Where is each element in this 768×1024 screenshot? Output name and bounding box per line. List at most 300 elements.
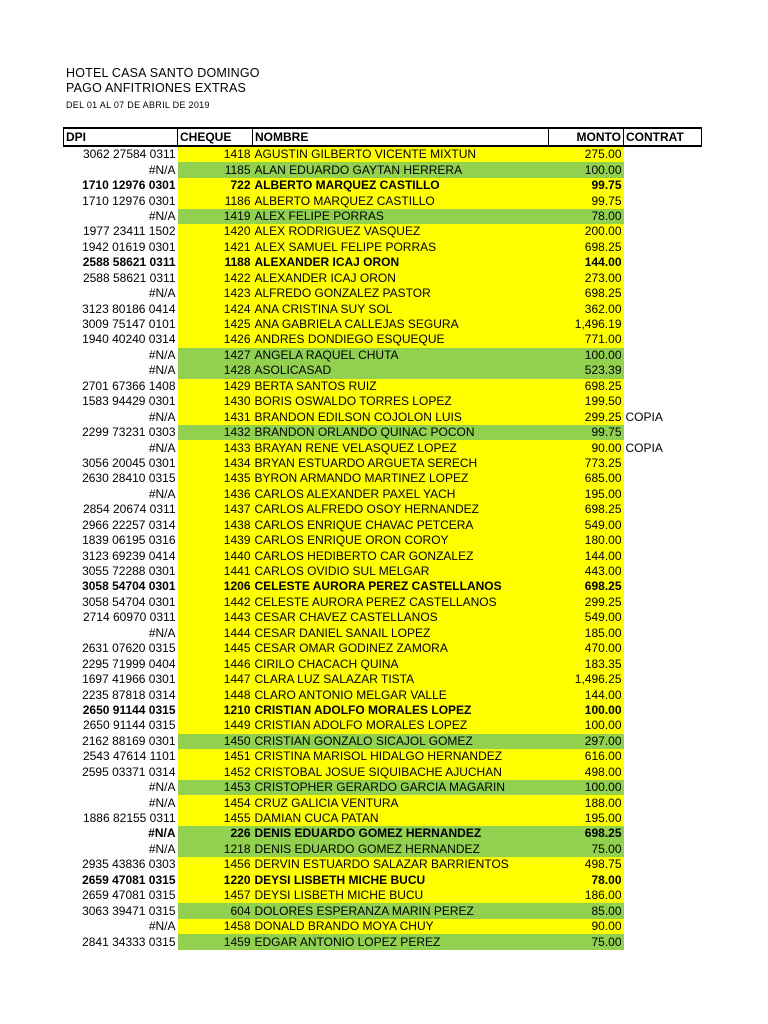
cell-dpi: 2935 43836 0303 xyxy=(82,857,176,872)
cell-monto: 144.00 xyxy=(549,255,624,270)
cell-dpi: 2650 91144 0315 xyxy=(82,718,176,733)
cell-dpi: 3123 69239 0414 xyxy=(82,548,176,563)
table-row xyxy=(64,795,702,810)
cell-cheque: 1437 xyxy=(178,502,253,517)
cell-nombre: ALEXANDER ICAJ ORON xyxy=(253,255,549,270)
cell-cheque: 1188 xyxy=(178,255,253,270)
cell-contrato xyxy=(624,780,702,795)
cell-cheque: 1441 xyxy=(178,564,253,579)
cell-monto: 188.00 xyxy=(549,795,624,810)
cell-contrato xyxy=(624,255,702,270)
table-row xyxy=(64,240,702,255)
cell-monto: 273.00 xyxy=(549,271,624,286)
cell-dpi: #N/A xyxy=(148,363,176,378)
table-row xyxy=(64,363,702,378)
cell-dpi: #N/A xyxy=(148,625,176,640)
cell-monto: 685.00 xyxy=(549,471,624,486)
cell-dpi: 2841 34333 0315 xyxy=(82,934,176,949)
table-row xyxy=(64,301,702,316)
column-header-cheque: CHEQUE xyxy=(178,128,253,146)
cell-contrato xyxy=(624,271,702,286)
cell-dpi: 1942 01619 0301 xyxy=(82,239,176,254)
cell-dpi: 2630 28410 0315 xyxy=(82,471,176,486)
cell-nombre: ALEXANDER ICAJ ORON xyxy=(253,271,549,286)
cell-dpi: 2235 87818 0314 xyxy=(82,687,176,702)
cell-dpi: 3055 72288 0301 xyxy=(82,564,176,579)
cell-monto: 498.75 xyxy=(549,857,624,872)
cell-dpi: 2659 47081 0315 xyxy=(82,872,176,887)
cell-monto: 698.25 xyxy=(549,826,624,841)
cell-contrato xyxy=(624,718,702,733)
cell-nombre: DAMIAN CUCA PATAN xyxy=(253,811,549,826)
cell-monto: 144.00 xyxy=(549,548,624,563)
cell-dpi: #N/A xyxy=(148,841,176,856)
table-row xyxy=(64,842,702,857)
table-header-row xyxy=(64,128,702,146)
table-row xyxy=(64,811,702,826)
cell-dpi: 3058 54704 0301 xyxy=(82,579,176,594)
cell-dpi: 1583 94429 0301 xyxy=(82,394,176,409)
table-row xyxy=(64,610,702,625)
cell-cheque: 1425 xyxy=(178,317,253,332)
cell-nombre: ALAN EDUARDO GAYTAN HERRERA xyxy=(253,162,549,177)
cell-contrato xyxy=(624,595,702,610)
cell-contrato xyxy=(624,548,702,563)
cell-contrato xyxy=(624,903,702,918)
cell-monto: 78.00 xyxy=(549,873,624,888)
cell-cheque: 1457 xyxy=(178,888,253,903)
cell-nombre: CRISTIAN ADOLFO MORALES LOPEZ xyxy=(253,703,549,718)
table-row xyxy=(64,857,702,872)
cell-contrato xyxy=(624,579,702,594)
cell-cheque: 1452 xyxy=(178,765,253,780)
table-row xyxy=(64,656,702,671)
cell-dpi: 2659 47081 0315 xyxy=(82,888,176,903)
table-row xyxy=(64,502,702,517)
cell-cheque: 1426 xyxy=(178,332,253,347)
cell-dpi: 1839 06195 0316 xyxy=(82,533,176,548)
cell-cheque: 1434 xyxy=(178,456,253,471)
cell-monto: 771.00 xyxy=(549,332,624,347)
cell-cheque: 1186 xyxy=(178,193,253,208)
table-row xyxy=(64,178,702,193)
table-row xyxy=(64,703,702,718)
cell-monto: 299.25 xyxy=(549,595,624,610)
table-row xyxy=(64,641,702,656)
cell-contrato xyxy=(624,873,702,888)
table-row xyxy=(64,332,702,347)
cell-monto: 90.00 xyxy=(549,919,624,934)
cell-nombre: ANA CRISTINA SUY SOL xyxy=(253,301,549,316)
table-row xyxy=(64,718,702,733)
cell-cheque: 1423 xyxy=(178,286,253,301)
cell-contrato xyxy=(624,425,702,440)
cell-cheque: 1458 xyxy=(178,919,253,934)
cell-cheque: 1447 xyxy=(178,672,253,687)
cell-contrato xyxy=(624,162,702,177)
table-row xyxy=(64,440,702,455)
cell-monto: 200.00 xyxy=(549,224,624,239)
cell-contrato xyxy=(624,687,702,702)
cell-nombre: DENIS EDUARDO GOMEZ HERNANDEZ xyxy=(253,826,549,841)
table-row xyxy=(64,162,702,177)
cell-cheque: 1424 xyxy=(178,301,253,316)
cell-cheque: 1451 xyxy=(178,749,253,764)
cell-contrato xyxy=(624,209,702,224)
cell-cheque: 1438 xyxy=(178,518,253,533)
cell-nombre: BORIS OSWALDO TORRES LOPEZ xyxy=(253,394,549,409)
report-title: HOTEL CASA SANTO DOMINGO xyxy=(66,66,260,80)
cell-contrato xyxy=(624,286,702,301)
cell-nombre: ALEX SAMUEL FELIPE PORRAS xyxy=(253,240,549,255)
cell-dpi: #N/A xyxy=(148,162,176,177)
cell-cheque: 1429 xyxy=(178,379,253,394)
cell-nombre: DONALD BRANDO MOYA CHUY xyxy=(253,919,549,934)
cell-cheque: 1449 xyxy=(178,718,253,733)
cell-contrato xyxy=(624,795,702,810)
cell-monto: 75.00 xyxy=(549,934,624,949)
cell-monto: 297.00 xyxy=(549,734,624,749)
cell-cheque: 1419 xyxy=(178,209,253,224)
cell-dpi: 2588 58621 0311 xyxy=(82,270,176,285)
cell-contrato xyxy=(624,811,702,826)
table-row xyxy=(64,919,702,934)
cell-nombre: CIRILO CHACACH QUINA xyxy=(253,656,549,671)
cell-contrato: COPIA xyxy=(625,440,663,455)
table-row xyxy=(64,471,702,486)
cell-contrato xyxy=(624,317,702,332)
cell-contrato xyxy=(624,533,702,548)
cell-monto: 195.00 xyxy=(549,487,624,502)
table-row xyxy=(64,487,702,502)
table-row xyxy=(64,595,702,610)
cell-contrato xyxy=(624,564,702,579)
cell-cheque: 1450 xyxy=(178,734,253,749)
cell-contrato xyxy=(624,703,702,718)
cell-contrato xyxy=(624,888,702,903)
cell-monto: 498.00 xyxy=(549,765,624,780)
table-row xyxy=(64,687,702,702)
cell-monto: 549.00 xyxy=(549,518,624,533)
cell-dpi: #N/A xyxy=(148,347,176,362)
cell-cheque: 1448 xyxy=(178,687,253,702)
cell-dpi: #N/A xyxy=(148,486,176,501)
cell-monto: 78.00 xyxy=(549,209,624,224)
table-row xyxy=(64,873,702,888)
cell-monto: 99.75 xyxy=(549,193,624,208)
table-row xyxy=(64,888,702,903)
cell-dpi: #N/A xyxy=(148,780,176,795)
cell-nombre: CESAR DANIEL SANAIL LOPEZ xyxy=(253,626,549,641)
cell-nombre: BRYAN ESTUARDO ARGUETA SERECH xyxy=(253,456,549,471)
cell-cheque: 1456 xyxy=(178,857,253,872)
cell-dpi: #N/A xyxy=(148,919,176,934)
cell-monto: 698.25 xyxy=(549,379,624,394)
cell-monto: 698.25 xyxy=(549,502,624,517)
cell-monto: 183.35 xyxy=(549,656,624,671)
cell-nombre: BERTA SANTOS RUIZ xyxy=(253,379,549,394)
cell-cheque: 1431 xyxy=(178,409,253,424)
cell-cheque: 1430 xyxy=(178,394,253,409)
cell-contrato xyxy=(624,749,702,764)
cell-nombre: ANGELA RAQUEL CHUTA xyxy=(253,348,549,363)
cell-cheque: 604 xyxy=(178,903,253,918)
table-row xyxy=(64,934,702,949)
cell-contrato xyxy=(624,332,702,347)
cell-contrato xyxy=(624,193,702,208)
cell-nombre: CELESTE AURORA PEREZ CASTELLANOS xyxy=(253,595,549,610)
cell-monto: 195.00 xyxy=(549,811,624,826)
cell-monto: 275.00 xyxy=(549,146,624,162)
report-subtitle: PAGO ANFITRIONES EXTRAS xyxy=(66,81,247,95)
cell-nombre: BRAYAN RENE VELASQUEZ LOPEZ xyxy=(253,440,549,455)
table-row xyxy=(64,271,702,286)
cell-nombre: CRISTINA MARISOL HIDALGO HERNANDEZ xyxy=(253,749,549,764)
cell-dpi: 3058 54704 0301 xyxy=(82,594,176,609)
column-header-contrato: CONTRAT xyxy=(624,128,702,146)
cell-monto: 443.00 xyxy=(549,564,624,579)
cell-dpi: 2543 47614 1101 xyxy=(82,749,176,764)
cell-contrato xyxy=(624,919,702,934)
cell-nombre: ALFREDO GONZALEZ PASTOR xyxy=(253,286,549,301)
cell-contrato xyxy=(624,502,702,517)
cell-cheque: 1427 xyxy=(178,348,253,363)
cell-contrato xyxy=(624,471,702,486)
cell-nombre: BYRON ARMANDO MARTINEZ LOPEZ xyxy=(253,471,549,486)
cell-dpi: #N/A xyxy=(148,826,176,841)
cell-cheque: 1206 xyxy=(178,579,253,594)
cell-dpi: #N/A xyxy=(148,795,176,810)
cell-monto: 186.00 xyxy=(549,888,624,903)
cell-contrato xyxy=(624,672,702,687)
column-header-monto: MONTO xyxy=(549,128,624,146)
cell-dpi: 1710 12976 0301 xyxy=(82,178,176,193)
table-row xyxy=(64,903,702,918)
cell-nombre: CLARO ANTONIO MELGAR VALLE xyxy=(253,687,549,702)
cell-contrato xyxy=(624,456,702,471)
cell-nombre: BRANDON ORLANDO QUINAC POCON xyxy=(253,425,549,440)
cell-cheque: 1210 xyxy=(178,703,253,718)
payments-table xyxy=(63,127,702,950)
table-row xyxy=(64,780,702,795)
cell-dpi: #N/A xyxy=(148,208,176,223)
cell-monto: 773.25 xyxy=(549,456,624,471)
cell-cheque: 226 xyxy=(178,826,253,841)
table-row xyxy=(64,548,702,563)
table-row xyxy=(64,348,702,363)
cell-nombre: CARLOS ALFREDO OSOY HERNANDEZ xyxy=(253,502,549,517)
cell-contrato xyxy=(624,734,702,749)
cell-nombre: ALBERTO MARQUEZ CASTILLO xyxy=(253,178,549,193)
cell-dpi: 2595 03371 0314 xyxy=(82,764,176,779)
cell-nombre: CARLOS ENRIQUE ORON COROY xyxy=(253,533,549,548)
cell-dpi: 3056 20045 0301 xyxy=(82,455,176,470)
cell-cheque: 1442 xyxy=(178,595,253,610)
cell-nombre: CRISTIAN ADOLFO MORALES LOPEZ xyxy=(253,718,549,733)
table-row xyxy=(64,456,702,471)
cell-contrato xyxy=(624,348,702,363)
cell-contrato xyxy=(624,379,702,394)
cell-nombre: CRUZ GALICIA VENTURA xyxy=(253,795,549,810)
cell-contrato xyxy=(624,842,702,857)
cell-monto: 75.00 xyxy=(549,842,624,857)
cell-nombre: ANA GABRIELA CALLEJAS SEGURA xyxy=(253,317,549,332)
cell-contrato xyxy=(624,826,702,841)
cell-monto: 470.00 xyxy=(549,641,624,656)
cell-monto: 698.25 xyxy=(549,579,624,594)
cell-cheque: 1453 xyxy=(178,780,253,795)
cell-cheque: 1421 xyxy=(178,240,253,255)
cell-nombre: CRISTOBAL JOSUE SIQUIBACHE AJUCHAN xyxy=(253,765,549,780)
table-row xyxy=(64,626,702,641)
cell-monto: 616.00 xyxy=(549,749,624,764)
table-row xyxy=(64,579,702,594)
cell-cheque: 1422 xyxy=(178,271,253,286)
cell-cheque: 1455 xyxy=(178,811,253,826)
table-body xyxy=(64,146,702,950)
table-row xyxy=(64,564,702,579)
cell-cheque: 1454 xyxy=(178,795,253,810)
cell-dpi: 3123 80186 0414 xyxy=(82,301,176,316)
cell-dpi: 2701 67366 1408 xyxy=(82,378,176,393)
cell-nombre: AGUSTIN GILBERTO VICENTE MIXTUN xyxy=(253,146,549,162)
cell-cheque: 1444 xyxy=(178,626,253,641)
cell-dpi: 2966 22257 0314 xyxy=(82,517,176,532)
cell-dpi: 1940 40240 0314 xyxy=(82,332,176,347)
cell-cheque: 1439 xyxy=(178,533,253,548)
cell-monto: 698.25 xyxy=(549,286,624,301)
cell-monto: 1,496.25 xyxy=(549,672,624,687)
cell-monto: 100.00 xyxy=(549,162,624,177)
cell-nombre: CESAR OMAR GODINEZ ZAMORA xyxy=(253,641,549,656)
cell-monto: 362.00 xyxy=(549,301,624,316)
table-row xyxy=(64,193,702,208)
column-header-nombre: NOMBRE xyxy=(253,128,549,146)
cell-cheque: 1440 xyxy=(178,548,253,563)
cell-nombre: DENIS EDUARDO GOMEZ HERNANDEZ xyxy=(253,842,549,857)
cell-contrato xyxy=(624,765,702,780)
cell-nombre: CRISTOPHER GERARDO GARCIA MAGARIN xyxy=(253,780,549,795)
cell-contrato xyxy=(624,178,702,193)
cell-nombre: ALBERTO MARQUEZ CASTILLO xyxy=(253,193,549,208)
cell-monto: 144.00 xyxy=(549,687,624,702)
cell-cheque: 1436 xyxy=(178,487,253,502)
cell-monto: 698.25 xyxy=(549,240,624,255)
cell-dpi: 1710 12976 0301 xyxy=(82,193,176,208)
cell-monto: 180.00 xyxy=(549,533,624,548)
column-header-dpi: DPI xyxy=(64,128,178,146)
cell-nombre: CRISTIAN GONZALO SICAJOL GOMEZ xyxy=(253,734,549,749)
table-row xyxy=(64,317,702,332)
cell-monto: 100.00 xyxy=(549,718,624,733)
cell-cheque: 1432 xyxy=(178,425,253,440)
cell-cheque: 1459 xyxy=(178,934,253,949)
cell-dpi: 2295 71999 0404 xyxy=(82,656,176,671)
table-row xyxy=(64,826,702,841)
cell-dpi: 3009 75147 0101 xyxy=(82,317,176,332)
cell-contrato xyxy=(624,934,702,949)
cell-cheque: 1446 xyxy=(178,656,253,671)
cell-monto: 549.00 xyxy=(549,610,624,625)
cell-dpi: 2714 60970 0311 xyxy=(82,610,176,625)
cell-monto: 523.39 xyxy=(549,363,624,378)
cell-monto: 185.00 xyxy=(549,626,624,641)
cell-nombre: EDGAR ANTONIO LOPEZ PEREZ xyxy=(253,934,549,949)
cell-dpi: #N/A xyxy=(148,286,176,301)
cell-monto: 85.00 xyxy=(549,903,624,918)
cell-nombre: DERVIN ESTUARDO SALAZAR BARRIENTOS xyxy=(253,857,549,872)
cell-nombre: ALEX RODRIGUEZ VASQUEZ xyxy=(253,224,549,239)
cell-contrato xyxy=(624,518,702,533)
cell-contrato xyxy=(624,240,702,255)
cell-monto: 1,496.19 xyxy=(549,317,624,332)
cell-dpi: 2299 73231 0303 xyxy=(82,425,176,440)
cell-contrato xyxy=(624,626,702,641)
table-row xyxy=(64,409,702,424)
cell-contrato xyxy=(624,857,702,872)
cell-contrato xyxy=(624,363,702,378)
cell-dpi: 2854 20674 0311 xyxy=(82,502,176,517)
cell-monto: 90.00 xyxy=(549,440,624,455)
cell-dpi: #N/A xyxy=(148,409,176,424)
table-row xyxy=(64,286,702,301)
cell-monto: 100.00 xyxy=(549,348,624,363)
table-row xyxy=(64,765,702,780)
table-row xyxy=(64,749,702,764)
cell-cheque: 1220 xyxy=(178,873,253,888)
cell-nombre: CARLOS HEDIBERTO CAR GONZALEZ xyxy=(253,548,549,563)
table-row xyxy=(64,224,702,239)
table-row xyxy=(64,394,702,409)
cell-nombre: DEYSI LISBETH MICHE BUCU xyxy=(253,888,549,903)
cell-contrato xyxy=(624,610,702,625)
cell-dpi: 2588 58621 0311 xyxy=(82,255,176,270)
cell-monto: 99.75 xyxy=(549,425,624,440)
cell-nombre: CELESTE AURORA PEREZ CASTELLANOS xyxy=(253,579,549,594)
cell-nombre: ANDRES DONDIEGO ESQUEQUE xyxy=(253,332,549,347)
cell-nombre: BRANDON EDILSON COJOLON LUIS xyxy=(253,409,549,424)
cell-dpi: 2650 91144 0315 xyxy=(82,702,176,717)
cell-nombre: CARLOS ENRIQUE CHAVAC PETCERA xyxy=(253,518,549,533)
cell-monto: 100.00 xyxy=(549,780,624,795)
cell-dpi: 1977 23411 1502 xyxy=(82,224,176,239)
table-row xyxy=(64,379,702,394)
cell-contrato xyxy=(624,641,702,656)
cell-nombre: DOLORES ESPERANZA MARIN PEREZ xyxy=(253,903,549,918)
cell-cheque: 1433 xyxy=(178,440,253,455)
cell-dpi: #N/A xyxy=(148,440,176,455)
cell-cheque: 1428 xyxy=(178,363,253,378)
cell-nombre: CLARA LUZ SALAZAR TISTA xyxy=(253,672,549,687)
table-row xyxy=(64,734,702,749)
cell-dpi: 3063 39471 0315 xyxy=(82,903,176,918)
cell-cheque: 1185 xyxy=(178,162,253,177)
cell-nombre: DEYSI LISBETH MICHE BUCU xyxy=(253,873,549,888)
cell-contrato xyxy=(624,146,702,162)
cell-contrato xyxy=(624,301,702,316)
cell-monto: 100.00 xyxy=(549,703,624,718)
cell-cheque: 1443 xyxy=(178,610,253,625)
cell-monto: 299.25 xyxy=(549,409,624,424)
cell-nombre: CARLOS OVIDIO SUL MELGAR xyxy=(253,564,549,579)
cell-dpi: 3062 27584 0311 xyxy=(82,147,176,162)
cell-nombre: CESAR CHAVEZ CASTELLANOS xyxy=(253,610,549,625)
cell-cheque: 1435 xyxy=(178,471,253,486)
cell-dpi: 2631 07620 0315 xyxy=(82,641,176,656)
cell-dpi: 2162 88169 0301 xyxy=(82,733,176,748)
table-row xyxy=(64,255,702,270)
table-row xyxy=(64,209,702,224)
